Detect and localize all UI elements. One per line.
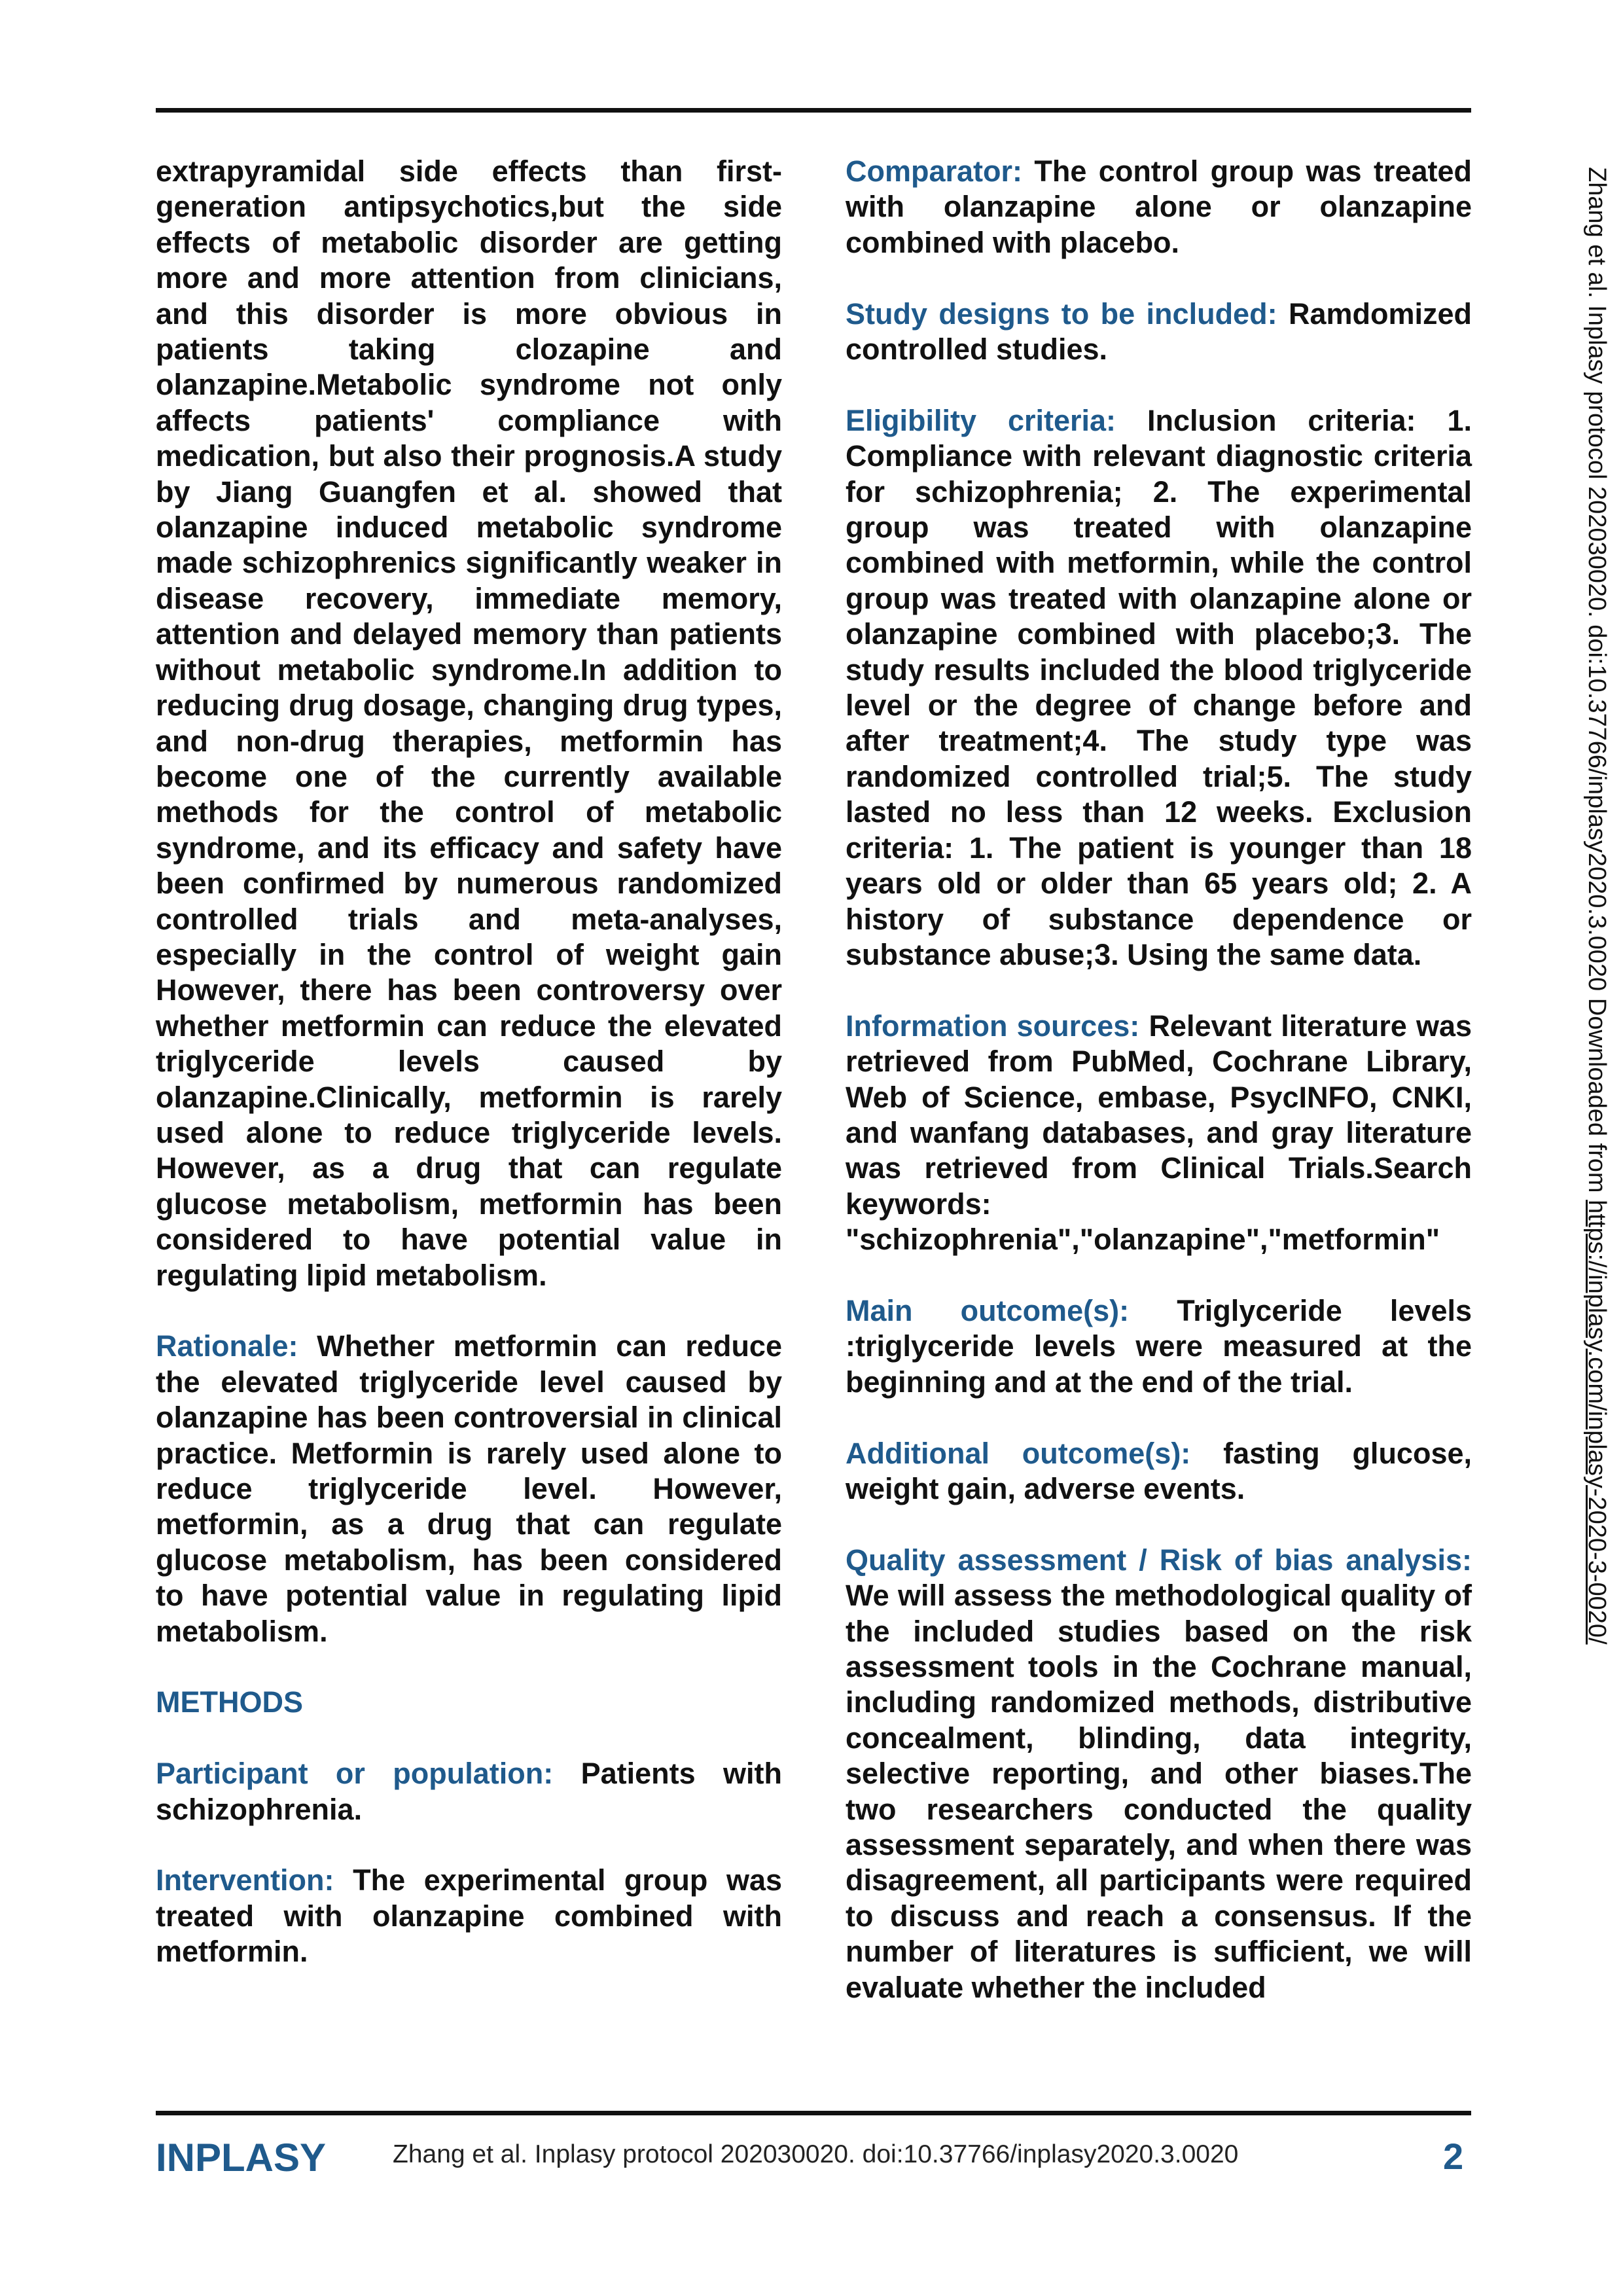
comparator-label: Comparator: [846,154,1023,188]
sidebar-download-link[interactable]: https://inplasy.com/inplasy-2020-3-0020/ [1583,1200,1611,1645]
designs-section [846,296,1472,368]
footer-rule [156,2111,1471,2115]
page-number: 2 [1443,2136,1464,2177]
left-column [156,154,782,1970]
footer-brand-logo: INPLASY [156,2136,327,2179]
header-rule [156,108,1471,113]
additional-outcome-text: fasting glucose, weight gain, adverse events. [846,1436,1472,1505]
comparator-text: The control group was treated with olanzapine alone or olanzapine combined with placebo. [846,154,1472,259]
eligibility-section [846,403,1472,973]
intervention-text: The experimental group was treated with olanzapine combined with metformin. [156,1863,782,1969]
eligibility-label: Eligibility criteria: [846,403,1116,437]
additional-outcome-section [846,1436,1472,1507]
sidebar-text: Zhang et al. Inplasy protocol 202030020. doi:10.37766/inplasy2020.3.0020 Downloaded from [1583,167,1611,1200]
main-outcome-text: Triglyceride levels :triglyceride levels were measured at the beginning and at the end of the trial. [846,1293,1472,1399]
intervention-label: Intervention: [156,1863,334,1897]
quality-section [846,1543,1472,2005]
participant-text: Patients with schizophrenia. [156,1757,782,1826]
quality-label: Quality assessment / Risk of bias analysis: [846,1543,1472,1577]
eligibility-text: Inclusion criteria: 1. Compliance with relevant diagnostic criteria for schizophrenia; 2. The experimental group was treated with olanzapine combined with metformin, while the control group was treated with olanzapine alone or olanzapine combined with placebo;3. The study results included the blood triglyceride level or the degree of change before and after treatment;4. The study type was randomized controlled trial;5. The study lasted no less than 12 weeks. Exclusion criteria: 1. The patient is younger than 18 years old or older than 65 years old; 2. A history of substance dependence or substance abuse;3. Using the same data. [846,403,1472,971]
main-outcome-label: Main outcome(s): [846,1293,1130,1327]
participant-label: Participant or population: [156,1757,554,1791]
right-column [846,154,1472,2005]
participant-section [156,1756,782,1827]
intro-paragraph: extrapyramidal side effects than first-generation antipsychotics,but the side effects of metabolic disorder are getting more and more attention from clinicians, and this disorder is more obvious in patients taking clozapine and olanzapine.Metabolic syndrome not only affects patients' compliance with medication, but also their prognosis.A study by Jiang Guangfen et al. showed that olanzapine induced metabolic syndrome made schizophrenics significantly weaker in disease recovery, immediate memory, attention and delayed memory than patients without metabolic syndrome.In addition to reducing drug dosage, changing drug types, and non-drug therapies, metformin has become one of the currently available methods for the control of metabolic syndrome, and its efficacy and safety have been confirmed by numerous randomized controlled trials and meta-analyses, especially in the control of weight gain However, there has been controversy over whether metformin can reduce the elevated triglyceride levels caused by olanzapine.Clinically, metformin is rarely used alone to reduce triglyceride levels. However, as a drug that can regulate glucose metabolism, metformin has been considered to have potential value in regulating lipid metabolism. [156,154,782,1292]
sidebar-citation [1582,167,1611,1645]
designs-label: Study designs to be included: [846,296,1277,331]
footer-citation: Zhang et al. Inplasy protocol 202030020. doi:10.37766/inplasy2020.3.0020 [393,2140,1239,2168]
sources-label: Information sources: [846,1009,1140,1043]
rationale-section [156,1329,782,1649]
rationale-label: Rationale: [156,1329,298,1363]
comparator-section [846,154,1472,260]
methods-heading: METHODS [156,1685,303,1719]
intervention-section [156,1863,782,1969]
main-outcome-section [846,1293,1472,1400]
additional-outcome-label: Additional outcome(s): [846,1436,1191,1470]
designs-text: Ramdomized controlled studies. [846,296,1472,367]
quality-text: We will assess the methodological quality of the included studies based on the risk assessment tools in the Cochrane manual, including randomized methods, distributive concealment, blinding, data integrity, selective reporting, and other biases.The two researchers conducted the quality assessment separately, and when there was disagreement, all participants were required to discuss and reach a consensus. If the number of literatures is sufficient, we will evaluate whether the included [846,1579,1472,2004]
sources-text: Relevant literature was retrieved from PubMed, Cochrane Library, Web of Science, embase, PsycINFO, CNKI, and wanfang databases, and gray literature was retrieved from Clinical Trials.Search keywords: "schizophrenia","olanzapine","metformin" [846,1009,1472,1257]
sources-section [846,1009,1472,1258]
rationale-text: Whether metformin can reduce the elevated triglyceride level caused by olanzapine has been controversial in clinical practice. Metformin is rarely used alone to reduce triglyceride level. However, metformin, as a drug that can regulate glucose metabolism, has been considered to have potential value in regulating lipid metabolism. [156,1329,782,1648]
